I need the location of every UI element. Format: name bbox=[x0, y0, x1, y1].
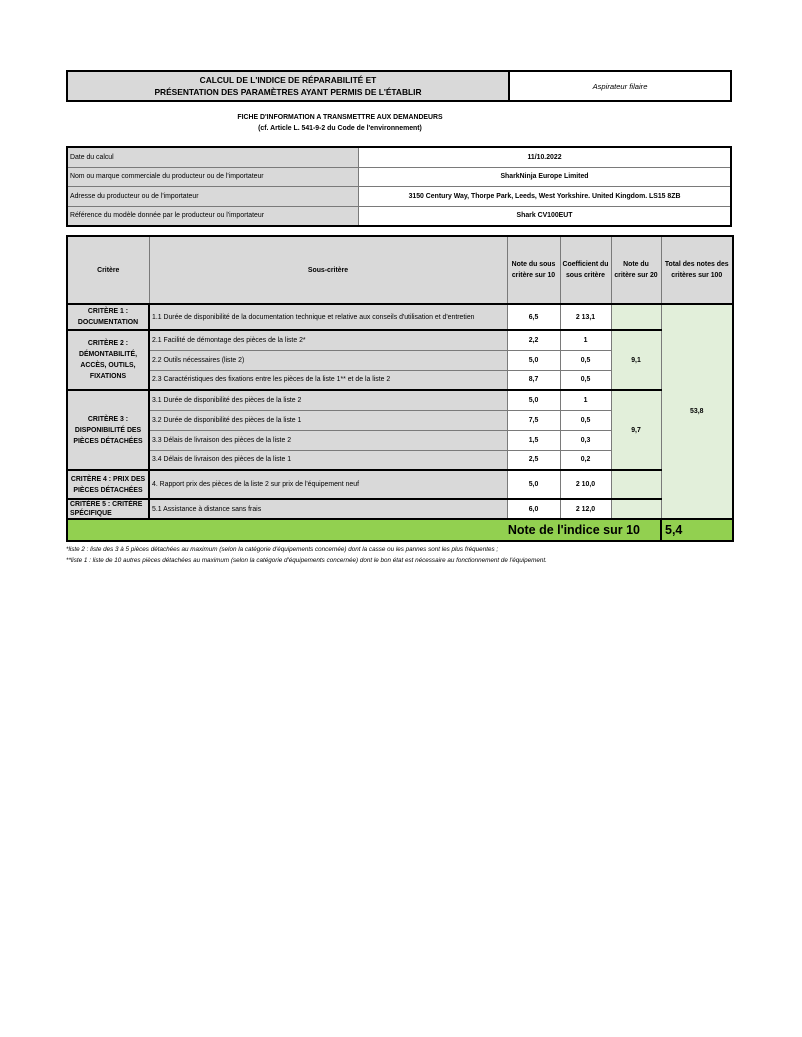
sous-critere: 3.2 Durée de disponibilité des pièces de la liste 1 bbox=[149, 410, 507, 430]
sous-critere: 3.3 Délais de livraison des pièces de la liste 2 bbox=[149, 430, 507, 450]
note-critere-2: 9,1 bbox=[611, 330, 661, 390]
info-row-date bbox=[67, 147, 731, 167]
sous-critere: 2.1 Facilité de démontage des pièces de la liste 2* bbox=[149, 330, 507, 350]
note-sous-critere: 6,0 bbox=[507, 499, 560, 519]
final-score-row bbox=[67, 519, 733, 541]
critere-4: CRITÈRE 4 : PRIX DES PIÈCES DÉTACHÉES bbox=[67, 470, 149, 499]
col-sous-critere: Sous-critère bbox=[149, 236, 507, 304]
coefficient: 1 bbox=[560, 390, 611, 410]
sous-critere: 3.4 Délais de livraison des pièces de la liste 1 bbox=[149, 450, 507, 470]
footnotes bbox=[66, 544, 766, 566]
total-notes: 53,8 bbox=[661, 304, 733, 519]
table-header-row bbox=[67, 236, 733, 304]
title-line-1: CALCUL DE L'INDICE DE RÉPARABILITÉ ET bbox=[199, 75, 377, 85]
producer-info-table bbox=[66, 146, 732, 227]
note-sous-critere: 1,5 bbox=[507, 430, 560, 450]
critere-3: CRITÈRE 3 : DISPONIBILITÉ DES PIÈCES DÉTACHÉES bbox=[67, 390, 149, 470]
info-label: Référence du modèle donnée par le producteur ou l'importateur bbox=[67, 206, 359, 226]
coefficient: 0,5 bbox=[560, 370, 611, 390]
table-row bbox=[67, 304, 733, 330]
info-row-address bbox=[67, 187, 731, 207]
info-value: 3150 Century Way, Thorpe Park, Leeds, West Yorkshire. United Kingdom. LS15 8ZB bbox=[359, 187, 732, 207]
sous-critere: 4. Rapport prix des pièces de la liste 2 sur prix de l'équipement neuf bbox=[149, 470, 507, 499]
sous-critere: 1.1 Durée de disponibilité de la documentation technique et relative aux conseils d'utilisation et d'entretien bbox=[149, 304, 507, 330]
fiche-subtitle bbox=[180, 112, 500, 134]
info-value: Shark CV100EUT bbox=[359, 206, 732, 226]
coefficient: 0,2 bbox=[560, 450, 611, 470]
header-box bbox=[66, 70, 732, 102]
info-row-model bbox=[67, 206, 731, 226]
coefficient: 2 10,0 bbox=[560, 470, 611, 499]
sous-critere: 2.2 Outils nécessaires (liste 2) bbox=[149, 350, 507, 370]
critere-2: CRITÈRE 2 : DÉMONTABILITÉ, ACCÈS, OUTILS, FIXATIONS bbox=[67, 330, 149, 390]
info-label: Date du calcul bbox=[67, 147, 359, 167]
document-title bbox=[68, 72, 510, 100]
coefficient: 0,5 bbox=[560, 410, 611, 430]
note-sous-critere: 2,2 bbox=[507, 330, 560, 350]
col-note-critere: Note du critère sur 20 bbox=[611, 236, 661, 304]
coefficient: 2 13,1 bbox=[560, 304, 611, 330]
col-total: Total des notes des critères sur 100 bbox=[661, 236, 733, 304]
info-row-name bbox=[67, 167, 731, 187]
col-note-sous: Note du sous critère sur 10 bbox=[507, 236, 560, 304]
critere-5: CRITÈRE 5 : CRITÈRE SPÉCIFIQUE bbox=[67, 499, 149, 519]
footnote-liste-2: *liste 2 : liste des 3 à 5 pièces détachées au maximum (selon la catégorie d'équipements concernée) dont la casse ou les pannes sont les plus fréquentes ; bbox=[66, 546, 499, 553]
repairability-table bbox=[66, 235, 734, 542]
note-critere-4 bbox=[611, 470, 661, 499]
sous-critere: 2.3 Caractéristiques des fixations entre les pièces de la liste 1** et de la liste 2 bbox=[149, 370, 507, 390]
coefficient: 2 12,0 bbox=[560, 499, 611, 519]
note-critere-3: 9,7 bbox=[611, 390, 661, 470]
sous-critere: 3.1 Durée de disponibilité des pièces de la liste 2 bbox=[149, 390, 507, 410]
coefficient: 1 bbox=[560, 330, 611, 350]
title-line-2: PRÉSENTATION DES PARAMÈTRES AYANT PERMIS DE L'ÉTABLIR bbox=[154, 87, 422, 97]
note-sous-critere: 5,0 bbox=[507, 350, 560, 370]
coefficient: 0,5 bbox=[560, 350, 611, 370]
note-sous-critere: 5,0 bbox=[507, 390, 560, 410]
info-label: Adresse du producteur ou de l'importateur bbox=[67, 187, 359, 207]
fiche-line-2: (cf. Article L. 541-9-2 du Code de l'environnement) bbox=[258, 125, 422, 132]
table-row bbox=[67, 330, 733, 350]
note-sous-critere: 6,5 bbox=[507, 304, 560, 330]
final-score-label: Note de l'indice sur 10 bbox=[67, 519, 661, 541]
note-sous-critere: 5,0 bbox=[507, 470, 560, 499]
info-label: Nom ou marque commerciale du producteur ou de l'importateur bbox=[67, 167, 359, 187]
fiche-line-1: FICHE D'INFORMATION A TRANSMETTRE AUX DEMANDEURS bbox=[237, 114, 443, 121]
note-critere-5 bbox=[611, 499, 661, 519]
col-critere: Critère bbox=[67, 236, 149, 304]
note-sous-critere: 2,5 bbox=[507, 450, 560, 470]
footnote-liste-1: **liste 1 : liste de 10 autres pièces détachées au maximum (selon la catégorie d'équipements concernée) dont le bon état est nécessaire au fonctionnement de l'équipement. bbox=[66, 557, 547, 564]
table-row bbox=[67, 390, 733, 410]
table-row bbox=[67, 499, 733, 519]
info-value: SharkNinja Europe Limited bbox=[359, 167, 732, 187]
critere-1: CRITÈRE 1 : DOCUMENTATION bbox=[67, 304, 149, 330]
note-critere-1 bbox=[611, 304, 661, 330]
sous-critere: 5.1 Assistance à distance sans frais bbox=[149, 499, 507, 519]
info-value: 11/10.2022 bbox=[359, 147, 732, 167]
final-score-value: 5,4 bbox=[661, 519, 733, 541]
note-sous-critere: 7,5 bbox=[507, 410, 560, 430]
note-sous-critere: 8,7 bbox=[507, 370, 560, 390]
col-coefficient: Coefficient du sous critère bbox=[560, 236, 611, 304]
table-row bbox=[67, 470, 733, 499]
coefficient: 0,3 bbox=[560, 430, 611, 450]
product-type: Aspirateur filaire bbox=[592, 81, 648, 91]
